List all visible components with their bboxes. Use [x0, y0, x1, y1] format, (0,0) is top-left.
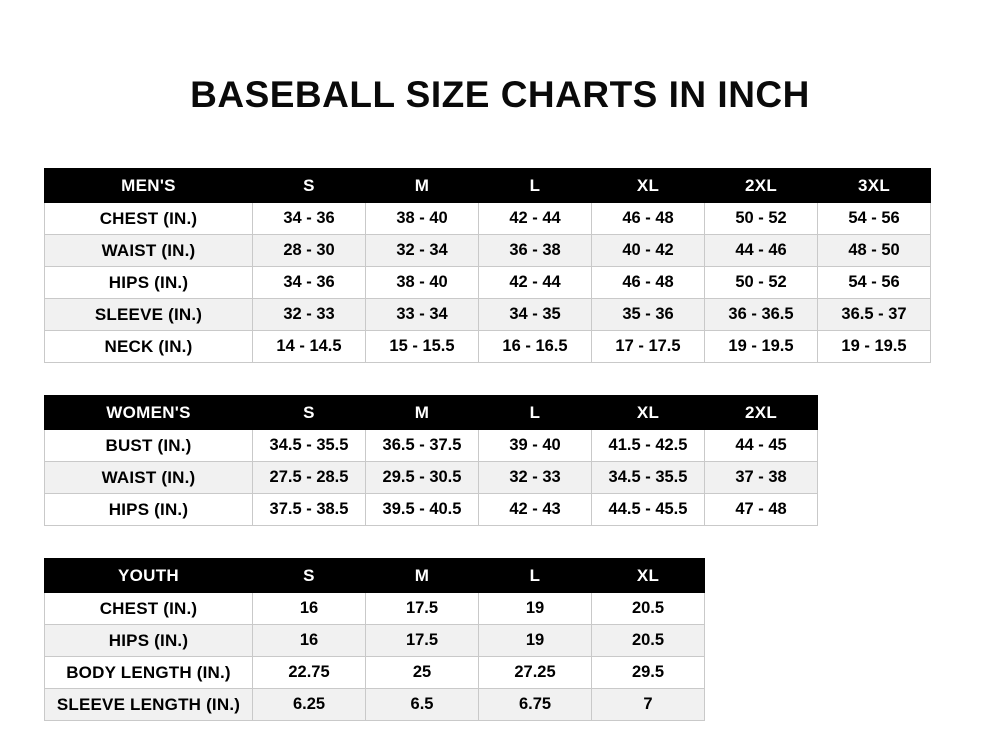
row-label: WAIST (IN.) — [45, 462, 253, 494]
table-cell: 42 - 44 — [479, 267, 592, 299]
table-cell: 34 - 36 — [253, 203, 366, 235]
table-cell: 44 - 45 — [705, 430, 818, 462]
row-label: BUST (IN.) — [45, 430, 253, 462]
row-label: SLEEVE LENGTH (IN.) — [45, 689, 253, 721]
table-row — [45, 299, 931, 331]
table-cell: 54 - 56 — [818, 203, 931, 235]
table-cell: 6.75 — [479, 689, 592, 721]
table-cell: 50 - 52 — [705, 203, 818, 235]
row-label: CHEST (IN.) — [45, 593, 253, 625]
table-cell: 40 - 42 — [592, 235, 705, 267]
table-header-row — [45, 396, 818, 430]
mens-size-table — [44, 168, 931, 363]
table-row — [45, 267, 931, 299]
table-cell: 35 - 36 — [592, 299, 705, 331]
mens-header-label: MEN'S — [45, 169, 253, 203]
womens-header-s: S — [253, 396, 366, 430]
row-label: HIPS (IN.) — [45, 494, 253, 526]
youth-header-s: S — [253, 559, 366, 593]
row-label: WAIST (IN.) — [45, 235, 253, 267]
table-cell: 36.5 - 37.5 — [366, 430, 479, 462]
table-row — [45, 430, 818, 462]
table-cell: 28 - 30 — [253, 235, 366, 267]
womens-header-2xl: 2XL — [705, 396, 818, 430]
table-row — [45, 657, 705, 689]
table-cell: 16 - 16.5 — [479, 331, 592, 363]
table-cell: 36 - 36.5 — [705, 299, 818, 331]
womens-size-table — [44, 395, 818, 526]
mens-header-2xl: 2XL — [705, 169, 818, 203]
table-cell: 27.5 - 28.5 — [253, 462, 366, 494]
row-label: HIPS (IN.) — [45, 267, 253, 299]
table-cell: 17.5 — [366, 625, 479, 657]
table-cell: 32 - 33 — [479, 462, 592, 494]
table-cell: 38 - 40 — [366, 267, 479, 299]
womens-header-label: WOMEN'S — [45, 396, 253, 430]
table-cell: 33 - 34 — [366, 299, 479, 331]
table-cell: 39.5 - 40.5 — [366, 494, 479, 526]
table-cell: 14 - 14.5 — [253, 331, 366, 363]
table-header-row — [45, 169, 931, 203]
table-cell: 42 - 44 — [479, 203, 592, 235]
table-cell: 46 - 48 — [592, 267, 705, 299]
table-cell: 7 — [592, 689, 705, 721]
table-cell: 15 - 15.5 — [366, 331, 479, 363]
youth-size-table — [44, 558, 705, 721]
table-cell: 54 - 56 — [818, 267, 931, 299]
table-cell: 36.5 - 37 — [818, 299, 931, 331]
table-cell: 36 - 38 — [479, 235, 592, 267]
mens-header-3xl: 3XL — [818, 169, 931, 203]
table-cell: 34 - 36 — [253, 267, 366, 299]
table-row — [45, 625, 705, 657]
table-cell: 6.25 — [253, 689, 366, 721]
table-row — [45, 203, 931, 235]
row-label: CHEST (IN.) — [45, 203, 253, 235]
table-cell: 20.5 — [592, 625, 705, 657]
mens-header-s: S — [253, 169, 366, 203]
mens-header-xl: XL — [592, 169, 705, 203]
table-cell: 39 - 40 — [479, 430, 592, 462]
table-cell: 46 - 48 — [592, 203, 705, 235]
table-cell: 41.5 - 42.5 — [592, 430, 705, 462]
table-cell: 50 - 52 — [705, 267, 818, 299]
table-cell: 34.5 - 35.5 — [592, 462, 705, 494]
row-label: SLEEVE (IN.) — [45, 299, 253, 331]
size-tables-container — [0, 168, 1000, 721]
table-row — [45, 689, 705, 721]
table-cell: 44.5 - 45.5 — [592, 494, 705, 526]
row-label: BODY LENGTH (IN.) — [45, 657, 253, 689]
table-cell: 17.5 — [366, 593, 479, 625]
table-row — [45, 462, 818, 494]
table-cell: 42 - 43 — [479, 494, 592, 526]
table-row — [45, 593, 705, 625]
table-cell: 17 - 17.5 — [592, 331, 705, 363]
table-cell: 29.5 — [592, 657, 705, 689]
youth-header-xl: XL — [592, 559, 705, 593]
page-title: BASEBALL SIZE CHARTS IN INCH — [190, 74, 810, 115]
table-cell: 38 - 40 — [366, 203, 479, 235]
womens-header-l: L — [479, 396, 592, 430]
table-cell: 37 - 38 — [705, 462, 818, 494]
table-cell: 32 - 33 — [253, 299, 366, 331]
table-cell: 29.5 - 30.5 — [366, 462, 479, 494]
table-cell: 25 — [366, 657, 479, 689]
table-cell: 32 - 34 — [366, 235, 479, 267]
table-cell: 6.5 — [366, 689, 479, 721]
womens-header-m: M — [366, 396, 479, 430]
table-row — [45, 331, 931, 363]
table-cell: 47 - 48 — [705, 494, 818, 526]
table-cell: 27.25 — [479, 657, 592, 689]
table-cell: 34 - 35 — [479, 299, 592, 331]
table-cell: 22.75 — [253, 657, 366, 689]
mens-header-m: M — [366, 169, 479, 203]
table-cell: 37.5 - 38.5 — [253, 494, 366, 526]
table-cell: 16 — [253, 625, 366, 657]
table-cell: 16 — [253, 593, 366, 625]
table-row — [45, 494, 818, 526]
table-cell: 19 - 19.5 — [705, 331, 818, 363]
table-cell: 19 - 19.5 — [818, 331, 931, 363]
row-label: HIPS (IN.) — [45, 625, 253, 657]
table-cell: 19 — [479, 593, 592, 625]
table-cell: 20.5 — [592, 593, 705, 625]
table-cell: 48 - 50 — [818, 235, 931, 267]
mens-header-l: L — [479, 169, 592, 203]
table-header-row — [45, 559, 705, 593]
row-label: NECK (IN.) — [45, 331, 253, 363]
table-cell: 44 - 46 — [705, 235, 818, 267]
youth-header-m: M — [366, 559, 479, 593]
womens-header-xl: XL — [592, 396, 705, 430]
youth-header-l: L — [479, 559, 592, 593]
table-cell: 19 — [479, 625, 592, 657]
youth-header-label: YOUTH — [45, 559, 253, 593]
table-row — [45, 235, 931, 267]
table-cell: 34.5 - 35.5 — [253, 430, 366, 462]
